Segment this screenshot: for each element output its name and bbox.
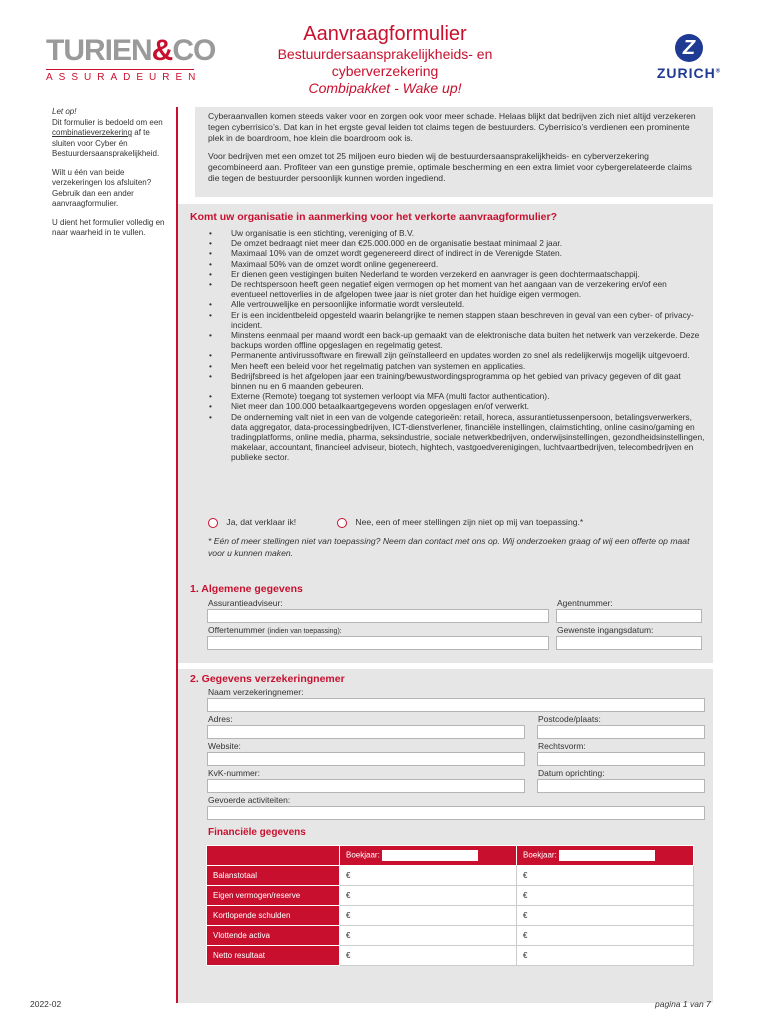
value-cell[interactable]: € [340,886,517,906]
list-item: • De omzet bedraagt niet meer dan €25.000.000 en de organisatie bestaat minimaal 2 jaar. [205,238,705,248]
legal-form-input[interactable] [537,752,705,766]
page-title: Aanvraagformulier [303,23,467,45]
table-row [207,886,694,906]
table-row [207,946,694,966]
section2-title: 2. Gegevens verzekeringnemer [190,673,345,685]
list-item: • Niet meer dan 100.000 betaalkaartgegevens worden opgeslagen en/of verwerkt. [205,401,705,411]
financial-table [206,845,694,966]
agent-input[interactable] [556,609,702,623]
value-cell[interactable]: € [517,926,694,946]
financial-title: Financiële gegevens [208,827,306,838]
section1-title: 1. Algemene gegevens [190,583,303,595]
list-item: • Bedrijfsbreed is het afgelopen jaar een training/bewustwordingsprogramma op het gebied van privacy gegeven of dit gaat binnen nu en 6 maanden gebeuren. [205,371,705,391]
year-2-input[interactable] [559,850,655,861]
table-corner [207,846,340,866]
website-input[interactable] [207,752,525,766]
radio-no[interactable] [337,518,347,528]
radio-yes[interactable] [208,518,218,528]
row-label: Netto resultaat [207,946,340,966]
website-label: Website: [208,741,241,751]
postcode-label: Postcode/plaats: [538,714,601,724]
offer-input[interactable] [207,636,549,650]
year-1-header [340,846,517,866]
row-label: Eigen vermogen/reserve [207,886,340,906]
radio-yes-label: Ja, dat verklaar ik! [226,517,297,527]
sidebar-text-2: af te sluiten voor Cyber én Bestuurdersaansprakelijkheid. [52,128,160,158]
radio-yes-option[interactable] [208,517,296,528]
turien-co-logo [46,34,216,83]
radio-no-label: Nee, een of meer stellingen zijn niet op mij van toepassing.* [355,517,584,527]
offer-label-wrap [208,625,342,635]
list-item: • Er dienen geen vestigingen buiten Nederland te worden verzekerd en aanvrager is geen dochtermaatschappij. [205,269,705,279]
value-cell[interactable]: € [340,906,517,926]
qualify-list [205,228,705,463]
offer-label-note: (indien van toepassing): [267,628,342,635]
sidebar-text-4: U dient het formulier volledig en naar waarheid in te vullen. [52,217,165,237]
date-input[interactable] [556,636,702,650]
intro-paragraph-1: Cyberaanvallen komen steeds vaker voor en zorgen ook voor meer schade. Helaas blijkt dat bedrijven zich niet altijd verzekeren tegen cyberrisico’s. Dat kan in het ergste geval leiden tot claims tegen de bestuurders. Cyberrisico’s verdienen een prominente plek in de boardroom, hoe klein die boardroom ook is. [208,111,696,144]
list-item: • Men heeft een beleid voor het regelmatig patchen van systemen en applicaties. [205,361,705,371]
name-label: Naam verzekeringnemer: [208,687,304,697]
qualify-title: Komt uw organisatie in aanmerking voor het verkorte aanvraagformulier? [190,211,558,223]
table-row [207,906,694,926]
logo-divider [46,69,194,70]
offer-label: Offertenummer [208,625,266,635]
name-input[interactable] [207,698,705,712]
table-row [207,866,694,886]
activities-label: Gevoerde activiteiten: [208,795,291,805]
table-row [207,846,694,866]
row-label: Kortlopende schulden [207,906,340,926]
date-label: Gewenste ingangsdatum: [557,625,654,635]
row-label: Vlottende activa [207,926,340,946]
activities-input[interactable] [207,806,705,820]
list-item: • Permanente antivirussoftware en firewall zijn geïnstalleerd en updates worden zo snel als redelijkerwijs mogelijk uitgevoerd. [205,350,705,360]
list-item: • De onderneming valt niet in een van de volgende categorieën: retail, horeca, assurantietussenpersoon, betalingsverwerkers, data aggregator, data-processingbedrijven, ICT-dienstverlener, financiële instellingen, claimstichting, online casino/gaming en tradingplatforms, online media, pharma, seksindustrie, sociale netwerkbedrijven, onderwijsinstellingen, gezondheidsinstellingen, makelaar, accountant, financieel adviseur, biotech, hightech, vastgoedverenigingen, luchtvaartbedrijven, telecombedrijven en publieke sector. [205,412,705,463]
list-item: • Externe (Remote) toegang tot systemen verloopt via MFA (multi factor authentication). [205,391,705,401]
intro-text [208,111,698,190]
list-item: • Minstens eenmaal per maand wordt een back-up gemaakt van de elektronische data buiten het netwerk van verzekerde. Deze backups worden offline opgeslagen en regelmatig getest. [205,330,705,350]
advisor-input[interactable] [207,609,549,623]
list-item: • Maximaal 50% van de omzet wordt online gegenereerd. [205,259,705,269]
intro-paragraph-2: Voor bedrijven met een omzet tot 25 miljoen euro bieden wij de bestuurdersaansprakelijkheids- en cyberverzekering gecombineerd aan. Profiteer van een gunstige premie, optimale bescherming en een extra limiet voor cybergerelateerde claims die tegen de bestuurder persoonlijk kunnen worden ingediend. [208,150,692,184]
year-2-label: Boekjaar: [523,850,557,860]
year-1-input[interactable] [382,850,478,861]
founded-label: Datum oprichting: [538,768,605,778]
agent-label: Agentnummer: [557,598,613,608]
list-item: • Er is een incidentbeleid opgesteld waarin belangrijke te nemen stappen staan beschreven in geval van een cyber- of privacy-incident. [205,310,705,330]
sidebar-notes [52,107,168,247]
address-label: Adres: [208,714,233,724]
qualify-note: * Eén of meer stellingen niet van toepassing? Neem dan contact met ons op. Wij onderzoeken graag of wij een offerte op maat voor u kunnen maken. [208,536,690,558]
sidebar-link-combinatie: combinatieverzekering [52,128,133,137]
radio-no-option[interactable] [337,517,583,528]
registered-mark: ® [715,68,722,75]
sidebar-text-3: Wilt u één van beide verzekeringen los afsluiten? Gebruik dan een ander aanvraagformulier. [52,167,152,208]
value-cell[interactable]: € [517,866,694,886]
postcode-input[interactable] [537,725,705,739]
value-cell[interactable]: € [340,926,517,946]
list-item: • Uw organisatie is een stichting, vereniging of B.V. [205,228,705,238]
value-cell[interactable]: € [517,946,694,966]
value-cell[interactable]: € [340,866,517,886]
zurich-word: ZURICH [656,65,716,81]
logo-subtitle: ASSURADEUREN [46,72,202,83]
value-cell[interactable]: € [517,906,694,926]
year-2-header [517,846,694,866]
value-cell[interactable]: € [517,886,694,906]
address-input[interactable] [207,725,525,739]
advisor-label: Assurantieadviseur: [208,598,283,608]
kvk-label: KvK-nummer: [208,768,260,778]
footer-date: 2022-02 [30,999,62,1009]
table-row [207,926,694,946]
sidebar-warning-title: Let op! [52,107,77,116]
sidebar-text-1: Dit formulier is bedoeld om een [52,117,163,127]
founded-input[interactable] [537,779,705,793]
page-subtitle-2: Combipakket - Wake up! [308,80,462,96]
form-title-block [240,22,530,97]
value-cell[interactable]: € [340,946,517,966]
legal-form-label: Rechtsvorm: [538,741,586,751]
row-label: Balanstotaal [207,866,340,886]
zurich-logo [646,34,732,81]
page-subtitle: Bestuurdersaansprakelijkheids- en cyberverzekering [277,46,493,79]
logo-co-text: CO [172,34,216,67]
kvk-input[interactable] [207,779,525,793]
logo-amp: & [151,34,173,67]
list-item: • Maximaal 10% van de omzet wordt gegenereerd direct of indirect in de Verenigde Staten. [205,248,705,258]
zurich-z-icon: Z [675,34,703,62]
logo-turien-text: TURIEN [46,34,152,67]
footer-page-number: pagina 1 van 7 [655,999,711,1009]
list-item: • Alle vertrouwelijke en persoonlijke informatie wordt versleuteld. [205,299,705,309]
year-1-label: Boekjaar: [346,850,380,860]
list-item: • De rechtspersoon heeft geen negatief eigen vermogen op het moment van het aangaan van de verzekering en/of een eventueel nettoverlies in de afgelopen twee jaar is niet groter dan het huidige eigen vermogen. [205,279,705,299]
